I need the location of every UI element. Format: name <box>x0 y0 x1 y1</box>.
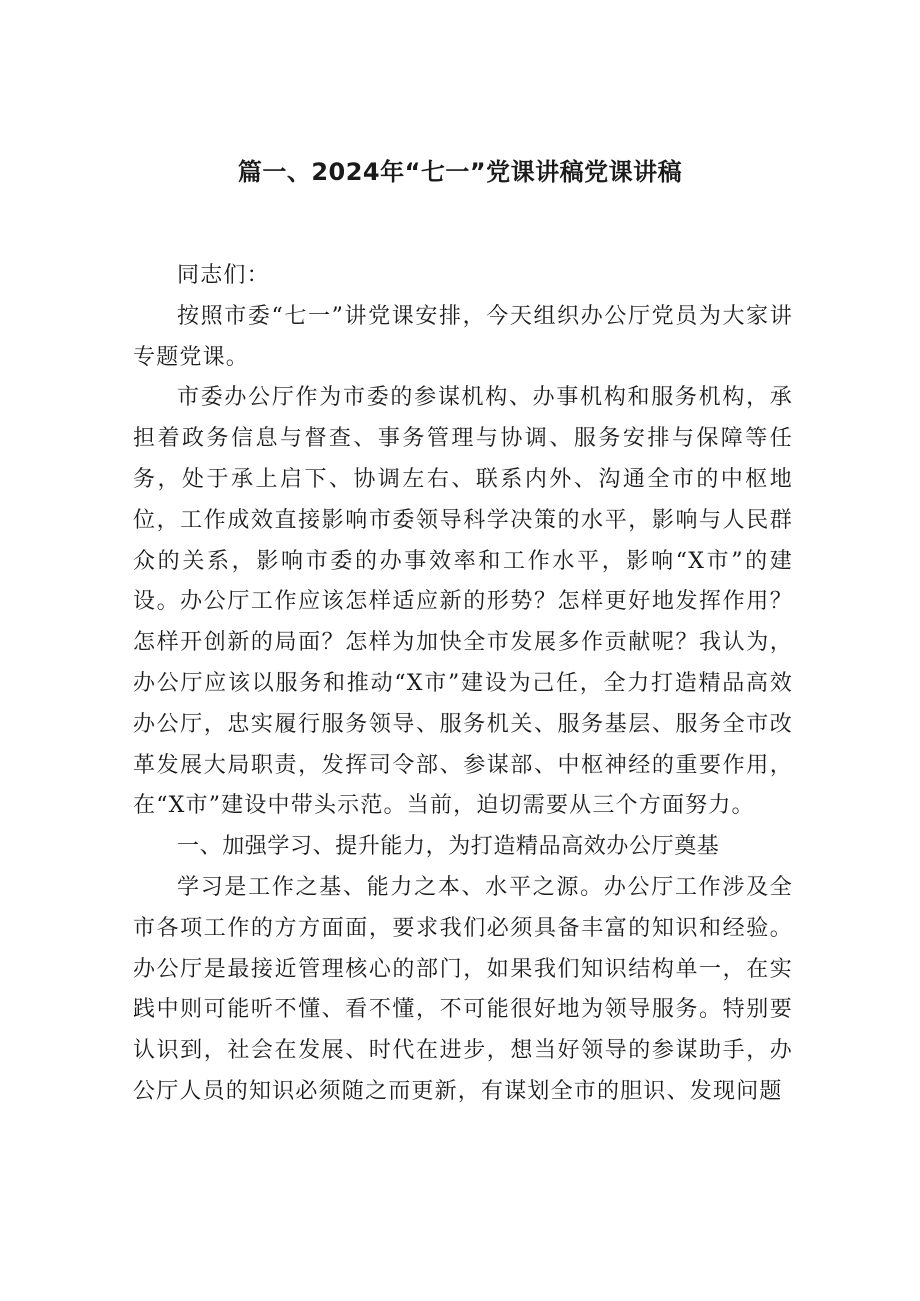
paragraph-intro: 按照市委“七一”讲党课安排，今天组织办公厅党员为大家讲专题党课。 <box>133 303 793 370</box>
document-body <box>133 256 793 1113</box>
section-heading: 一、加强学习、提升能力，为打造精品高效办公厅奠基 <box>177 834 720 860</box>
document-title: 篇一、2024年“七一”党课讲稿党课讲稿 <box>237 158 683 186</box>
paragraph-office-role: 市委办公厅作为市委的参谋机构、办事机构和服务机构，承担着政务信息与督查、事务管理与协调、服务安排与保障等任务，处于承上启下、协调左右、联系内外、沟通全市的中枢地位，工作成效直接影响市委领导科学决策的水平，影响与人民群众的关系，影响市委的办事效率和工作水平，影响“X市”的建设。办公厅工作应该怎样适应新的形势？怎样更好地发挥作用？怎样开创新的局面？怎样为加快全市发展多作贡献呢？我认为，办公厅应该以服务和推动“X市”建设为己任，全力打造精品高效办公厅，忠实履行服务领导、服务机关、服务基层、服务全市改革发展大局职责，发挥司令部、参谋部、中枢神经的重要作用，在“X市”建设中带头示范。当前，迫切需要从三个方面努力。 <box>133 385 793 819</box>
paragraph-learning: 学习是工作之基、能力之本、水平之源。办公厅工作涉及全市各项工作的方方面面，要求我们必须具备丰富的知识和经验。办公厅是最接近管理核心的部门，如果我们知识结构单一，在实践中则可能听不懂、看不懂，不可能很好地为领导服务。特别要认识到，社会在发展、时代在进步，想当好领导的参谋助手，办公厅人员的知识必须随之而更新，有谋划全市的胆识、发现问题 <box>133 874 793 1104</box>
salutation: 同志们： <box>177 263 270 288</box>
